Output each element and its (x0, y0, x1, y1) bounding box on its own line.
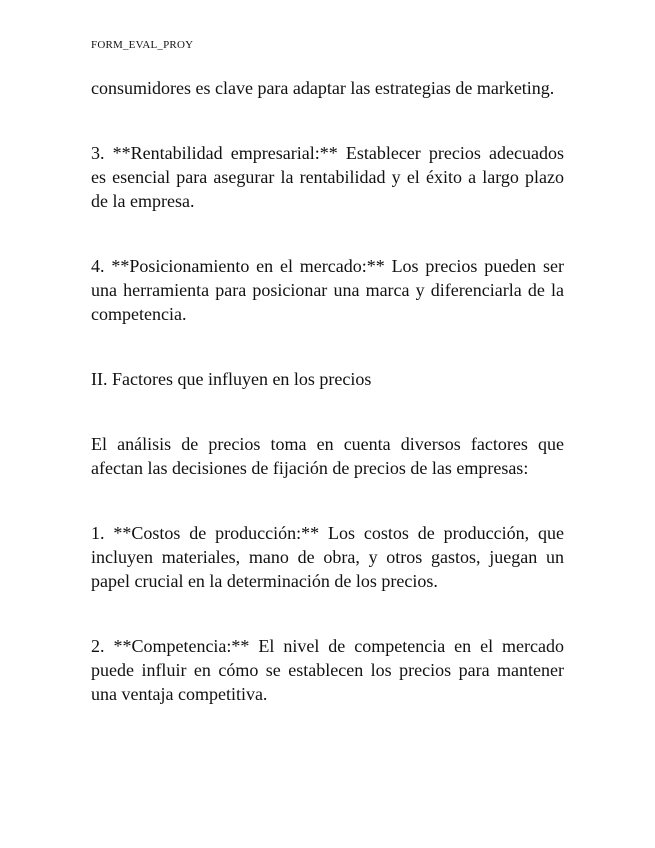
section-heading-factores: II. Factores que influyen en los precios (91, 369, 372, 389)
paragraph-marketing-continuation: consumidores es clave para adaptar las estrategias de marketing. (91, 78, 555, 98)
paragraph-analisis-intro: El análisis de precios toma en cuenta diversos factores que afectan las decisiones de fijación de precios de las empresas: (91, 434, 564, 478)
paragraph-posicionamiento: 4. **Posicionamiento en el mercado:** Los precios pueden ser una herramienta para posicionar una marca y diferenciarla de la competencia. (91, 256, 564, 324)
document-body (91, 76, 564, 747)
paragraph-rentabilidad: 3. **Rentabilidad empresarial:** Establecer precios adecuados es esencial para asegurar la rentabilidad y el éxito a largo plazo de la empresa. (91, 143, 564, 211)
paragraph-costos: 1. **Costos de producción:** Los costos de producción, que incluyen materiales, mano de obra, y otros gastos, juegan un papel crucial en la determinación de los precios. (91, 523, 564, 591)
paragraph-competencia: 2. **Competencia:** El nivel de competencia en el mercado puede influir en cómo se establecen los precios para mantener una ventaja competitiva. (91, 636, 564, 704)
document-header: FORM_EVAL_PROY (91, 39, 194, 51)
